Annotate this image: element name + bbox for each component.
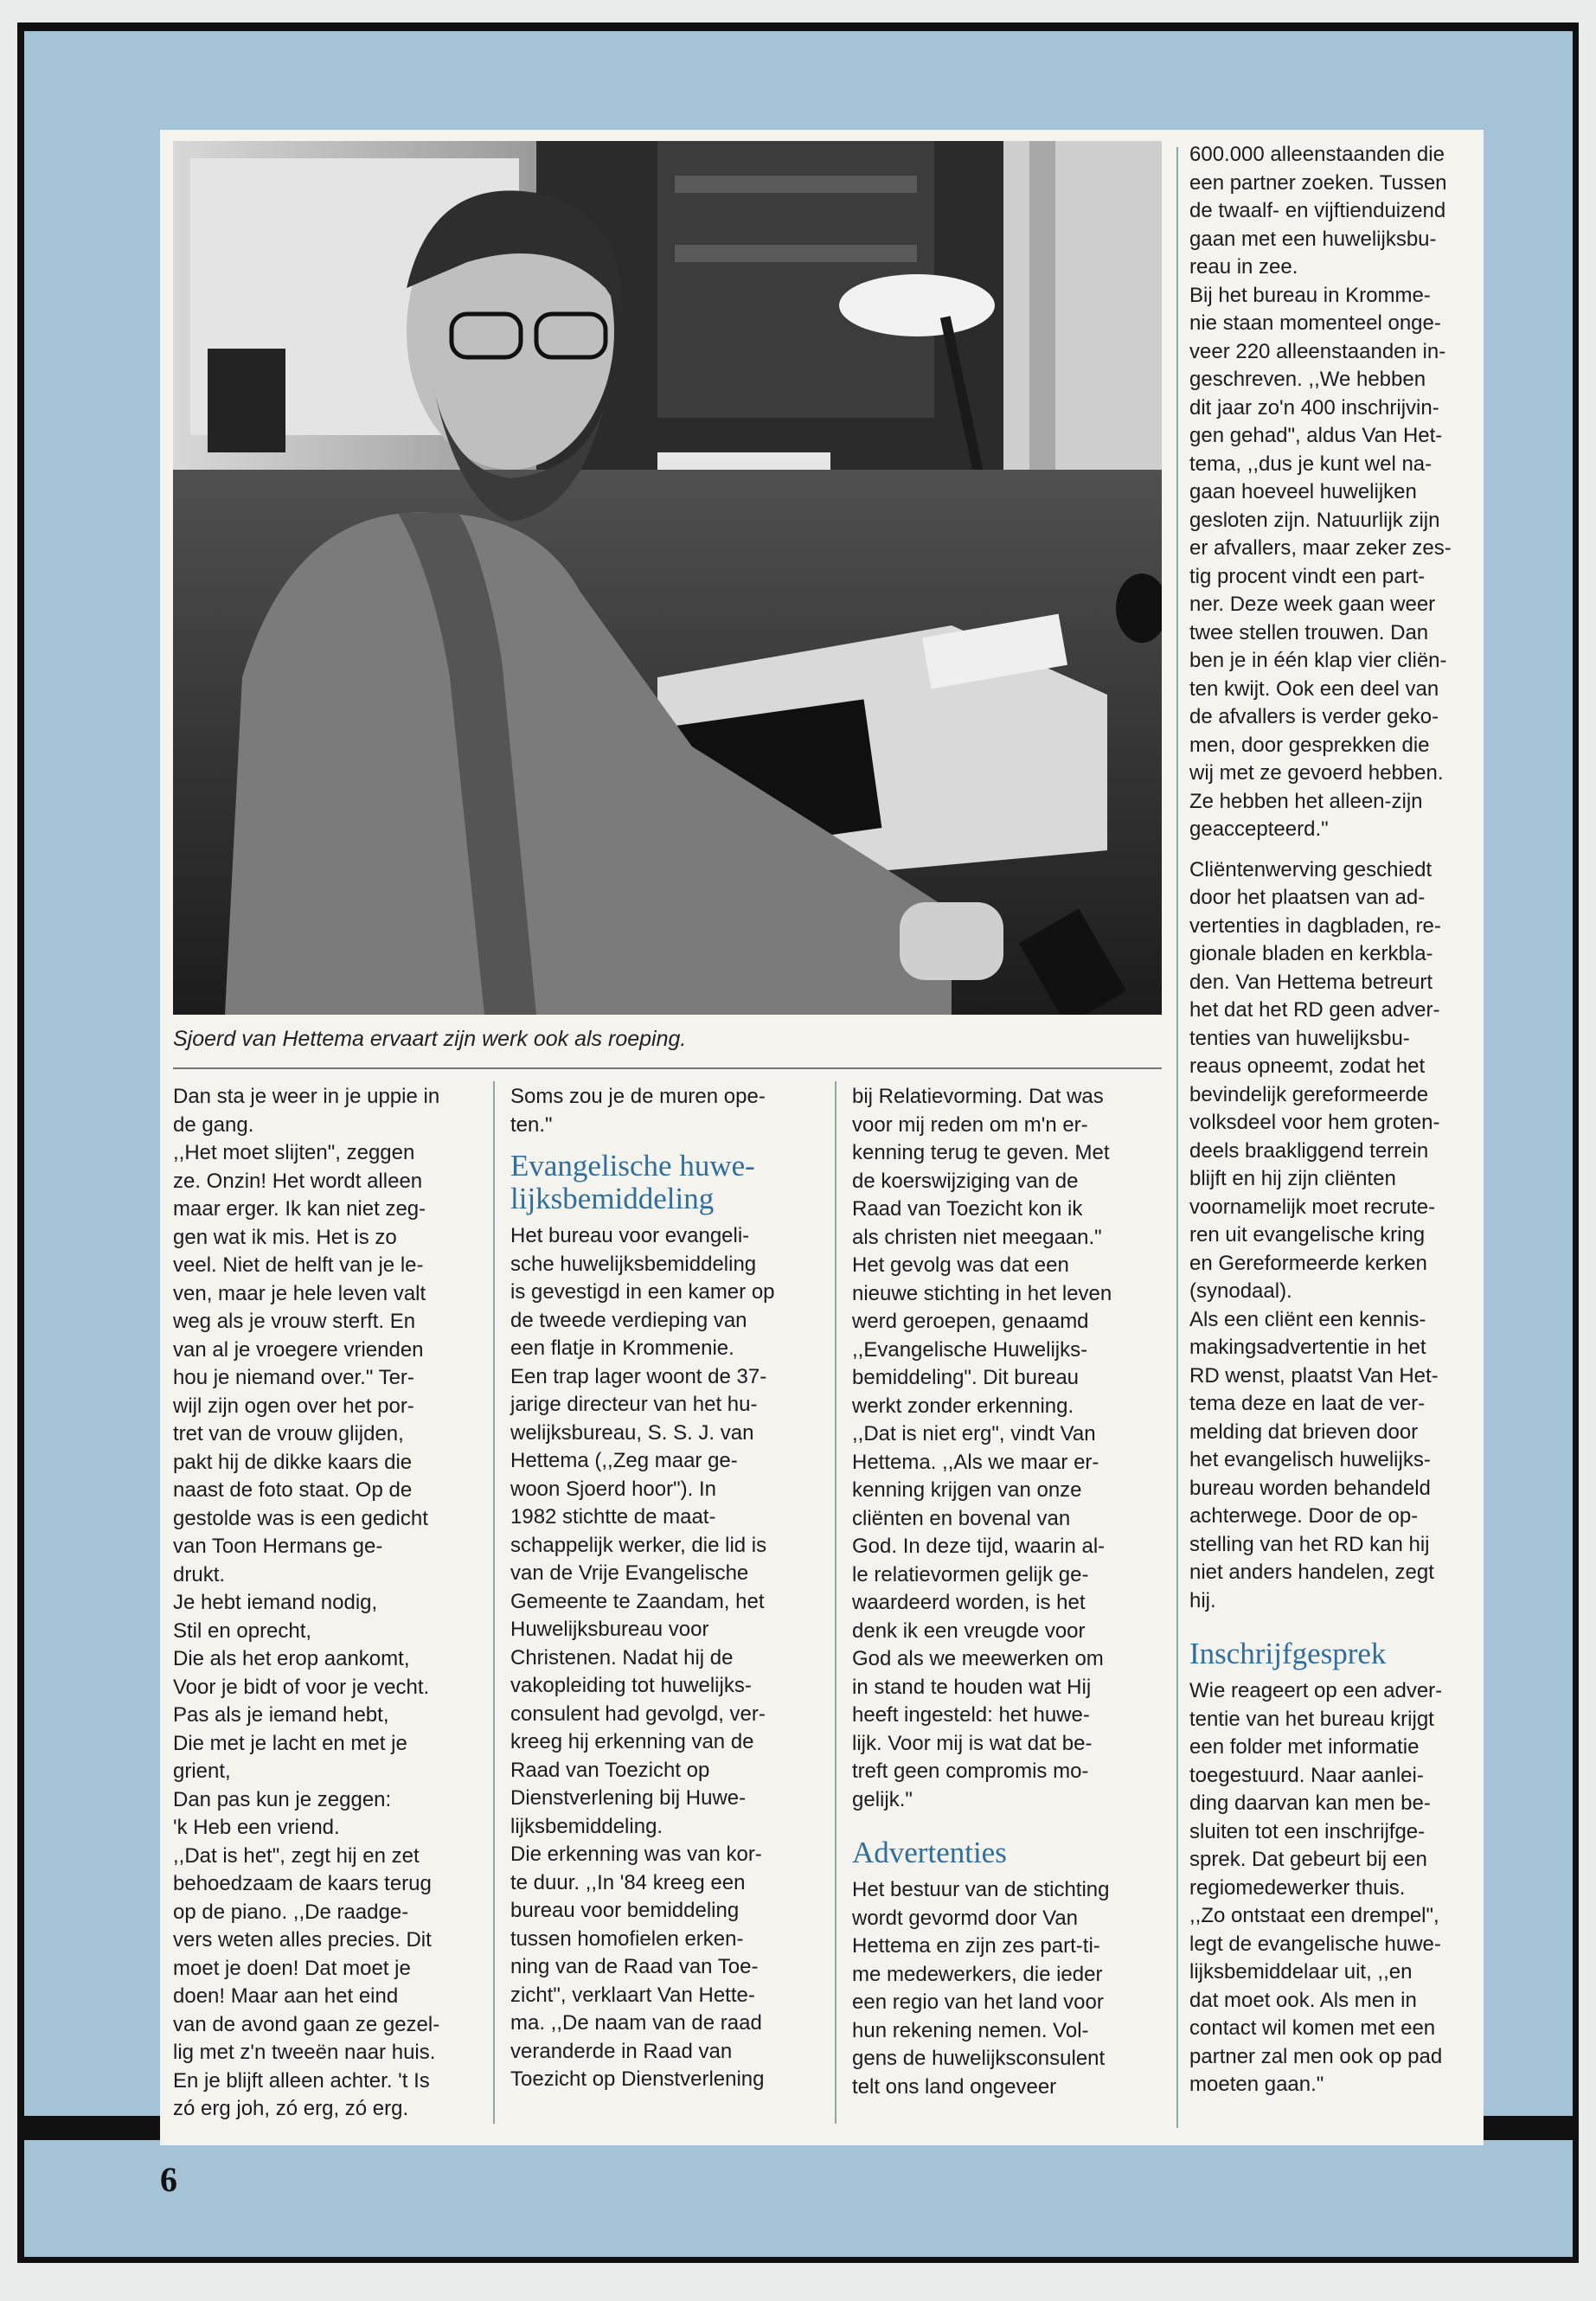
text-line: als christen niet meegaan." xyxy=(852,1225,1102,1249)
text-line: van Toon Hermans ge- xyxy=(173,1535,383,1558)
text-line: tenties van huwelijksbu- xyxy=(1189,1026,1410,1050)
text-line: ,,Dat is niet erg", vindt Van xyxy=(852,1422,1096,1445)
text-line: bemiddeling". Dit bureau xyxy=(852,1366,1080,1389)
text-line: is gevestigd in een kamer op xyxy=(510,1280,775,1304)
text-line: Soms zou je de muren ope- xyxy=(510,1085,766,1108)
text-line: God. In deze tijd, waarin al- xyxy=(852,1535,1106,1558)
text-line: Raad van Toezicht op xyxy=(510,1758,710,1782)
text-line: voornamelijk moet recrute- xyxy=(1189,1195,1436,1219)
text-line: Dan sta je weer in je uppie in xyxy=(173,1085,440,1108)
text-line: voor mij reden om m'n er- xyxy=(852,1112,1088,1137)
text-line: Het gevolg was dat een xyxy=(852,1253,1069,1277)
photo-man-at-typewriter-icon xyxy=(173,141,1162,1015)
text-line: ,,Dat is het", zegt hij en zet xyxy=(173,1843,420,1868)
text-line: op de piano. ,,De raadge- xyxy=(173,1900,409,1924)
text-line: gesloten zijn. Natuurlijk zijn xyxy=(1189,508,1440,532)
column-2-body xyxy=(510,1222,830,2094)
text-line: een regio van het land voor xyxy=(852,1990,1104,2014)
text-line: gaan met een huwelijksbu- xyxy=(1189,227,1437,251)
text-line: naast de foto staat. Op de xyxy=(173,1478,413,1502)
page-number: 6 xyxy=(160,2160,177,2199)
text-line: kenning terug te geven. Met xyxy=(852,1141,1110,1164)
text-line: tema, ,,dus je kunt wel na- xyxy=(1189,452,1433,476)
text-line: Hettema (,,Zeg maar ge- xyxy=(510,1449,738,1472)
text-line: volksdeel voor hem groten- xyxy=(1189,1111,1440,1134)
column-4-part-b xyxy=(1189,856,1488,1616)
text-line: een flatje in Krommenie. xyxy=(510,1336,734,1360)
text-line: waardeerd worden, is het xyxy=(852,1591,1086,1614)
text-line: Raad van Toezicht kon ik xyxy=(852,1197,1083,1221)
article-photo xyxy=(173,141,1162,1015)
text-line: Een trap lager woont de 37- xyxy=(510,1364,767,1388)
text-line: Toezicht op Dienstverlening xyxy=(510,2067,765,2091)
text-line: ze. Onzin! Het wordt alleen xyxy=(173,1169,423,1193)
text-line: er afvallers, maar zeker zes- xyxy=(1189,536,1452,560)
text-line: lig met z'n tweeën naar huis. xyxy=(173,2041,436,2064)
text-line: zó erg joh, zó erg, zó erg. xyxy=(173,2097,409,2120)
text-line: gelijk." xyxy=(852,1787,913,1811)
text-line: de tweede verdieping van xyxy=(510,1308,747,1332)
text-line: vertenties in dagbladen, re- xyxy=(1189,913,1441,938)
bottom-blue-bar xyxy=(24,2140,1573,2257)
text-line: kenning krijgen van onze xyxy=(852,1478,1082,1502)
text-line: Wie reageert op een adver- xyxy=(1189,1679,1443,1702)
text-line: nie staan momenteel onge- xyxy=(1189,311,1441,335)
text-line: behoedzaam de kaars terug xyxy=(173,1872,432,1895)
column-3-continued xyxy=(852,1876,1172,2101)
text-line: denk ik een vreugde voor xyxy=(852,1618,1086,1643)
text-line: Stil en oprecht, xyxy=(173,1618,312,1643)
text-line: Als een cliënt een kennis- xyxy=(1189,1307,1426,1331)
text-line: achterwege. Door de op- xyxy=(1189,1504,1419,1528)
text-line: de twaalf- en vijftienduizend xyxy=(1189,199,1446,222)
section-heading-advertenties: Advertenties xyxy=(852,1836,1007,1869)
text-line: een partner zoeken. Tussen xyxy=(1189,170,1447,195)
text-line: wij met ze gevoerd hebben. xyxy=(1189,761,1444,785)
text-line: Het bureau voor evangeli- xyxy=(510,1224,750,1247)
text-line: partner zal men ook op pad xyxy=(1189,2044,1443,2068)
text-line: lijk. Voor mij is wat dat be- xyxy=(852,1731,1093,1755)
text-line: me medewerkers, die ieder xyxy=(852,1962,1103,1986)
text-line: de afvallers is verder geko- xyxy=(1189,705,1439,728)
text-line: ma. ,,De naam van de raad xyxy=(510,2011,762,2035)
text-line: telt ons land ongeveer xyxy=(852,2074,1057,2099)
text-line: Je hebt iemand nodig, xyxy=(173,1591,378,1614)
text-line: ren uit evangelische kring xyxy=(1189,1223,1426,1247)
text-line: toegestuurd. Naar aanlei- xyxy=(1189,1763,1424,1787)
text-line: heeft ingesteld: het huwe- xyxy=(852,1703,1090,1727)
text-line: ten." xyxy=(510,1112,553,1137)
text-line: werkt zonder erkenning. xyxy=(852,1394,1074,1418)
text-line: van de Vrije Evangelische xyxy=(510,1561,749,1585)
text-line: 'k Heb een vriend. xyxy=(173,1816,340,1839)
text-line: ben je in één klap vier cliën- xyxy=(1189,649,1447,672)
text-line: lijksbemiddeling. xyxy=(510,1814,663,1838)
text-line: hun rekening nemen. Vol- xyxy=(852,2018,1089,2042)
text-line: God als we meewerken om xyxy=(852,1647,1104,1670)
text-line: bureau worden behandeld xyxy=(1189,1476,1431,1500)
column-4 xyxy=(1189,141,1488,2099)
text-line: nieuwe stichting in het leven xyxy=(852,1281,1112,1305)
column-1 xyxy=(173,1083,484,2124)
text-line: tussen homofielen erken- xyxy=(510,1926,744,1951)
text-line: hou je niemand over." Ter- xyxy=(173,1366,414,1389)
text-line: hij. xyxy=(1189,1588,1216,1612)
text-line: schappelijk werker, die lid is xyxy=(510,1533,767,1557)
text-line: 1982 stichtte de maat- xyxy=(510,1505,716,1529)
text-line: te duur. ,,In '84 kreeg een xyxy=(510,1870,746,1894)
text-line: geschreven. ,,We hebben xyxy=(1189,368,1426,391)
text-line: wordt gevormd door Van xyxy=(852,1906,1079,1930)
text-line: Bij het bureau in Kromme- xyxy=(1189,283,1431,307)
text-line: en Gereformeerde kerken xyxy=(1189,1251,1427,1275)
text-line: weg als je vrouw sterft. En xyxy=(173,1310,416,1333)
text-line: reau in zee. xyxy=(1189,255,1298,279)
text-line: Het bestuur van de stichting xyxy=(852,1878,1110,1901)
text-line: ding daarvan kan men be- xyxy=(1189,1791,1431,1815)
text-line: veer 220 alleenstaanden in- xyxy=(1189,339,1446,363)
text-line: den. Van Hettema betreurt xyxy=(1189,970,1433,994)
text-line: in stand te houden wat Hij xyxy=(852,1675,1092,1699)
text-line: vakopleiding tot huwelijks- xyxy=(510,1674,752,1697)
section-heading-inschrijfgesprek: Inschrijfgesprek xyxy=(1189,1637,1387,1670)
text-line: En je blijft alleen achter. 't Is xyxy=(173,2068,430,2093)
text-line: Huwelijksbureau voor xyxy=(510,1618,709,1641)
text-line: ven, maar je hele leven valt xyxy=(173,1281,426,1305)
text-line: woon Sjoerd hoor"). In xyxy=(510,1477,716,1501)
text-line: bij Relatievorming. Dat was xyxy=(852,1085,1104,1108)
text-line: Die als het erop aankomt, xyxy=(173,1647,410,1670)
text-line: ning van de Raad van Toe- xyxy=(510,1955,759,1978)
text-line: van de avond gaan ze gezel- xyxy=(173,2012,440,2036)
text-line: Gemeente te Zaandam, het xyxy=(510,1589,765,1613)
text-line: jarige directeur van het hu- xyxy=(510,1393,758,1416)
column-divider xyxy=(835,1081,836,2124)
text-line: treft geen compromis mo- xyxy=(852,1759,1089,1783)
text-line: veel. Niet de helft van je le- xyxy=(173,1253,424,1277)
text-line: vers weten alles precies. Dit xyxy=(173,1928,432,1952)
text-line: doen! Maar aan het eind xyxy=(173,1984,399,2008)
text-line: Pas als je iemand hebt, xyxy=(173,1703,389,1727)
text-line: grient, xyxy=(173,1759,231,1783)
text-line: dat moet ook. Als men in xyxy=(1189,1988,1417,2012)
section-heading-evangelische: Evangelische huwe- lijksbemiddeling xyxy=(510,1149,755,1215)
text-line: regiomedewerker thuis. xyxy=(1189,1875,1406,1900)
text-line: bevindelijk gereformeerde xyxy=(1189,1082,1429,1106)
text-line: Cliëntenwerving geschiedt xyxy=(1189,857,1433,881)
text-line: legt de evangelische huwe- xyxy=(1189,1932,1441,1956)
text-line: men, door gesprekken die xyxy=(1189,733,1430,757)
text-line: ten kwijt. Ook een deel van xyxy=(1189,676,1439,701)
text-line: cliënten en bovenal van xyxy=(852,1506,1071,1530)
column-2 xyxy=(510,1083,830,2094)
text-line: ,,Zo ontstaat een drempel", xyxy=(1189,1904,1439,1927)
text-line: het evangelisch huwelijks- xyxy=(1189,1448,1431,1471)
text-line: geaccepteerd." xyxy=(1189,817,1329,841)
text-line: RD wenst, plaatst Van Het- xyxy=(1189,1363,1439,1388)
text-line: (synodaal). xyxy=(1189,1279,1292,1303)
text-line: tig procent vindt een part- xyxy=(1189,564,1426,588)
photo-caption: Sjoerd van Hettema ervaart zijn werk ook als roeping. xyxy=(173,1027,687,1051)
column-3 xyxy=(852,1083,1172,2101)
caption-divider xyxy=(173,1067,1162,1069)
column-divider xyxy=(493,1081,495,2124)
text-line: makingsadvertentie in het xyxy=(1189,1336,1426,1359)
text-line: Voor je bidt of voor je vecht. xyxy=(173,1675,430,1699)
text-line: Die met je lacht en met je xyxy=(173,1731,407,1755)
text-line: tret van de vrouw glijden, xyxy=(173,1422,404,1445)
text-line: tentie van het bureau krijgt xyxy=(1189,1707,1434,1731)
column-4-part-c xyxy=(1189,1677,1488,2099)
column-2-intro xyxy=(510,1083,830,1139)
text-line: Christenen. Nadat hij de xyxy=(510,1645,734,1670)
text-line: pakt hij de dikke kaars die xyxy=(173,1450,413,1474)
column-3-body xyxy=(852,1083,1172,1814)
text-line: deels braakliggend terrein xyxy=(1189,1138,1429,1163)
text-line: ,,Evangelische Huwelijks- xyxy=(852,1337,1088,1362)
text-line: melding dat brieven door xyxy=(1189,1420,1419,1444)
text-line: kreeg hij erkenning van de xyxy=(510,1730,754,1753)
text-line: stelling van het RD kan hij xyxy=(1189,1532,1430,1556)
text-line: Dan pas kun je zeggen: xyxy=(173,1787,392,1811)
text-line: het dat het RD geen adver- xyxy=(1189,998,1440,1022)
text-line: welijksbureau, S. S. J. van xyxy=(510,1420,754,1445)
text-line: le relatievormen gelijk ge- xyxy=(852,1562,1089,1586)
text-line: consulent had gevolgd, ver- xyxy=(510,1702,766,1726)
text-line: tema deze en laat de ver- xyxy=(1189,1392,1426,1415)
text-line: Ze hebben het alleen-zijn xyxy=(1189,789,1423,813)
text-line: twee stellen trouwen. Dan xyxy=(1189,620,1429,644)
text-line: gen gehad", aldus Van Het- xyxy=(1189,424,1443,447)
text-line: gionale bladen en kerkbla- xyxy=(1189,942,1433,965)
text-line: reaus opneemt, zodat het xyxy=(1189,1054,1426,1078)
text-line: maar erger. Ik kan niet zeg- xyxy=(173,1197,426,1221)
text-line: Hettema. ,,Als we maar er- xyxy=(852,1450,1099,1474)
text-line: de koerswijziging van de xyxy=(852,1169,1079,1193)
text-line: moeten gaan." xyxy=(1189,2073,1324,2096)
text-line: drukt. xyxy=(173,1562,226,1586)
text-line: bureau voor bemiddeling xyxy=(510,1899,740,1922)
text-line: sluiten tot een inschrijfge- xyxy=(1189,1819,1426,1843)
text-line: Dienstverlening bij Huwe- xyxy=(510,1786,747,1810)
text-line: moet je doen! Dat moet je xyxy=(173,1956,411,1980)
text-line: contact wil komen met een xyxy=(1189,2016,1436,2040)
text-line: de gang. xyxy=(173,1112,254,1137)
text-line: Die erkenning was van kor- xyxy=(510,1843,762,1866)
text-line: een folder met informatie xyxy=(1189,1735,1420,1759)
text-line: sprek. Dat gebeurt bij een xyxy=(1189,1848,1427,1871)
text-line: wijl zijn ogen over het por- xyxy=(173,1394,414,1418)
text-line: gaan hoeveel huwelijken xyxy=(1189,480,1417,503)
text-line: gen wat ik mis. Het is zo xyxy=(173,1225,397,1249)
text-line: gestolde was is een gedicht xyxy=(173,1506,428,1530)
text-line: ner. Deze week gaan weer xyxy=(1189,593,1436,616)
text-line: door het plaatsen van ad- xyxy=(1189,886,1426,909)
text-line: werd geroepen, genaamd xyxy=(852,1310,1089,1333)
column-divider xyxy=(1176,147,1178,2128)
column-4-part-a xyxy=(1189,141,1488,844)
text-line: gens de huwelijksconsulent xyxy=(852,2047,1106,2070)
text-line: zicht", verklaart Van Hette- xyxy=(510,1983,755,2007)
text-line: Hettema en zijn zes part-ti- xyxy=(852,1934,1100,1958)
text-line: lijksbemiddelaar uit, ,,en xyxy=(1189,1960,1413,1984)
text-line: van al je vroegere vrienden xyxy=(173,1337,424,1362)
text-line: dit jaar zo'n 400 inschrijvin- xyxy=(1189,395,1439,420)
text-line: 600.000 alleenstaanden die xyxy=(1189,143,1445,166)
text-line: niet anders handelen, zegt xyxy=(1189,1561,1434,1584)
text-line: sche huwelijksbemiddeling xyxy=(510,1252,757,1276)
text-line: veranderde in Raad van xyxy=(510,2039,733,2063)
text-line: ,,Het moet slijten", zeggen xyxy=(173,1141,415,1164)
text-line: blijft en hij zijn cliënten xyxy=(1189,1167,1396,1190)
